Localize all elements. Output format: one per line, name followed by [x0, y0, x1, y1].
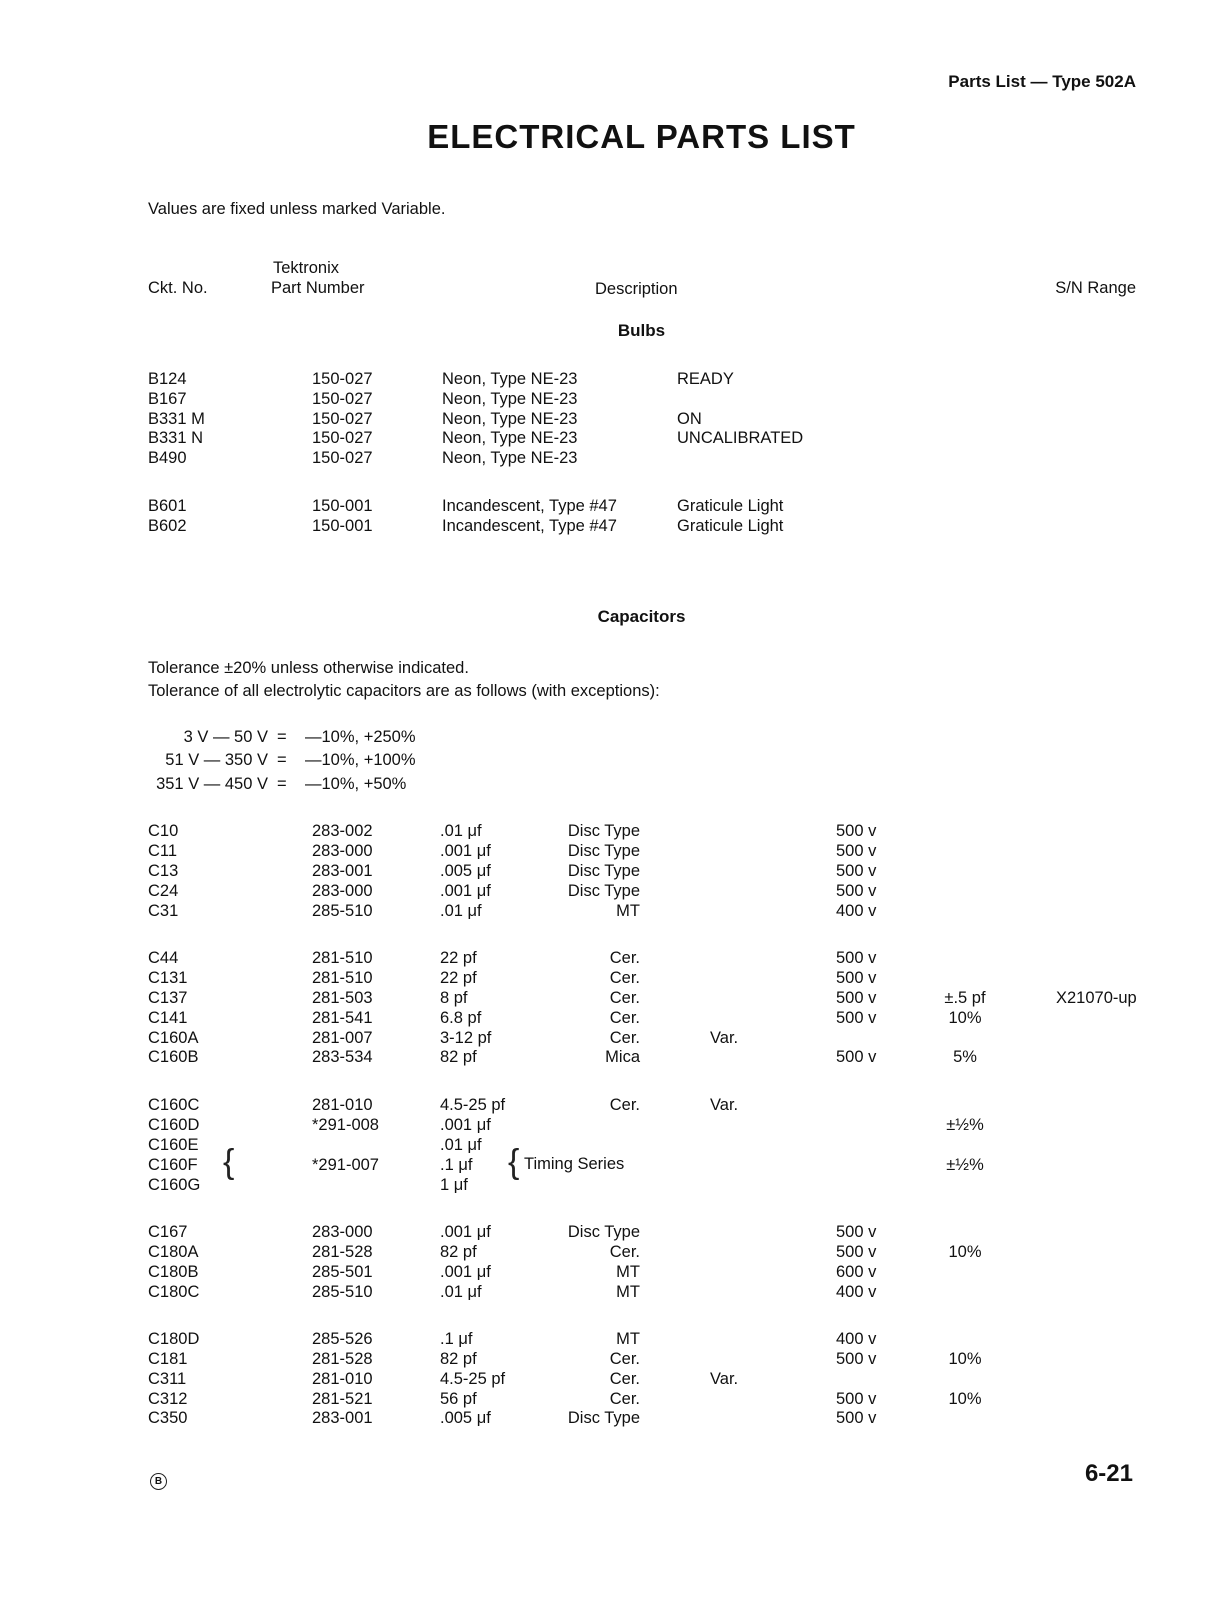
- tolerance: 10%: [948, 1350, 982, 1368]
- part-number: 281-010: [312, 1370, 373, 1388]
- part-number: 281-007: [312, 1029, 373, 1047]
- part-number: 285-501: [312, 1263, 373, 1281]
- col-header-part-line2: Part Number: [271, 279, 365, 297]
- values-note: Values are fixed unless marked Variable.: [148, 200, 446, 218]
- part-number: 150-027: [312, 449, 373, 467]
- voltage-rating: 500 v: [836, 969, 877, 987]
- table-row: [0, 369, 1208, 389]
- description: Neon, Type NE-23: [442, 410, 578, 428]
- table-row: [0, 389, 1208, 409]
- ckt-no: C160D: [148, 1116, 200, 1134]
- table-row: [0, 750, 1208, 770]
- part-number: 150-001: [312, 517, 373, 535]
- table-row: [0, 1222, 1208, 1242]
- value: .001 μf: [440, 1223, 491, 1241]
- ckt-no: C11: [148, 842, 178, 860]
- part-number: 281-528: [312, 1350, 373, 1368]
- voltage-rating: 500 v: [836, 882, 877, 900]
- tolerance-value: —10%, +250%: [305, 728, 416, 746]
- table-row: [0, 1408, 1208, 1428]
- table-row: [0, 1115, 1208, 1135]
- value: .001 μf: [440, 1263, 491, 1281]
- cap-type: Cer.: [609, 1370, 640, 1388]
- value: .001 μf: [440, 1116, 491, 1134]
- cap-type: Disc Type: [567, 1409, 640, 1427]
- ckt-no: C180B: [148, 1263, 199, 1281]
- value: 22 pf: [440, 969, 477, 987]
- part-number: 150-027: [312, 410, 373, 428]
- value: 82 pf: [440, 1243, 477, 1261]
- value: .1 μf: [440, 1330, 473, 1348]
- table-row: [0, 1262, 1208, 1282]
- value: 56 pf: [440, 1390, 477, 1408]
- ckt-no: B601: [148, 497, 187, 515]
- equals-sign: =: [277, 751, 287, 769]
- description: Incandescent, Type #47: [442, 517, 617, 535]
- table-row: [0, 948, 1208, 968]
- value: 1 μf: [440, 1176, 468, 1194]
- value: .01 μf: [440, 1283, 482, 1301]
- table-row: [0, 1175, 1208, 1195]
- value: .005 μf: [440, 862, 491, 880]
- part-number: 283-000: [312, 842, 373, 860]
- function: UNCALIBRATED: [677, 429, 804, 447]
- part-number: 281-521: [312, 1390, 373, 1408]
- ckt-no: C141: [148, 1009, 188, 1027]
- voltage-rating: 500 v: [836, 949, 877, 967]
- part-number: *291-007: [312, 1156, 379, 1174]
- part-number: 281-528: [312, 1243, 373, 1261]
- cap-type: Cer.: [609, 969, 640, 987]
- equals-sign: =: [277, 775, 287, 793]
- part-number: *291-008: [312, 1116, 379, 1134]
- ckt-no: B331 N: [148, 429, 204, 447]
- cap-type: Disc Type: [567, 862, 640, 880]
- col-header-ckt: Ckt. No.: [148, 279, 208, 297]
- table-row: [0, 428, 1208, 448]
- ckt-no: C160C: [148, 1096, 200, 1114]
- value: 8 pf: [440, 989, 468, 1007]
- table-row: [0, 861, 1208, 881]
- voltage-rating: 600 v: [836, 1263, 877, 1281]
- voltage-rating: 500 v: [836, 862, 877, 880]
- table-row: [0, 1135, 1208, 1155]
- value: .1 μf: [440, 1156, 473, 1174]
- table-row: [0, 1329, 1208, 1349]
- tolerance-note-1: Tolerance ±20% unless otherwise indicated.: [148, 659, 469, 677]
- voltage-rating: 400 v: [836, 902, 877, 920]
- ckt-no: B602: [148, 517, 187, 535]
- part-number: 150-027: [312, 429, 373, 447]
- section-heading-bulbs: Bulbs: [617, 321, 666, 340]
- part-number: 281-503: [312, 989, 373, 1007]
- description: Neon, Type NE-23: [442, 370, 578, 388]
- tolerance: 10%: [948, 1243, 982, 1261]
- value: 4.5-25 pf: [440, 1370, 506, 1388]
- description: Incandescent, Type #47: [442, 497, 617, 515]
- description: Neon, Type NE-23: [442, 429, 578, 447]
- page-title: ELECTRICAL PARTS LIST: [427, 118, 856, 155]
- ckt-no: C312: [148, 1390, 188, 1408]
- value: .01 μf: [440, 1136, 482, 1154]
- cap-type: MT: [616, 1263, 640, 1281]
- voltage-rating: 500 v: [836, 1350, 877, 1368]
- cap-type: Cer.: [609, 1350, 640, 1368]
- table-row: [0, 1282, 1208, 1302]
- cap-type: MT: [616, 1330, 640, 1348]
- part-number: 283-001: [312, 862, 373, 880]
- table-row: [0, 496, 1208, 516]
- part-number: 150-027: [312, 390, 373, 408]
- ckt-no: C350: [148, 1409, 188, 1427]
- table-row: [0, 727, 1208, 747]
- ckt-no: C137: [148, 989, 188, 1007]
- table-row: [0, 901, 1208, 921]
- col-header-sn-range: S/N Range: [1055, 279, 1136, 297]
- table-row: [0, 1008, 1208, 1028]
- ckt-no: C24: [148, 882, 179, 900]
- part-number: 281-541: [312, 1009, 373, 1027]
- part-number: 281-010: [312, 1096, 373, 1114]
- voltage-rating: 400 v: [836, 1330, 877, 1348]
- ckt-no: C180A: [148, 1243, 199, 1261]
- ckt-no: C31: [148, 902, 179, 920]
- voltage-rating: 500 v: [836, 1409, 877, 1427]
- ckt-no: B331 M: [148, 410, 205, 428]
- left-brace: {: [223, 1143, 235, 1181]
- table-row: [0, 881, 1208, 901]
- ckt-no: B124: [148, 370, 187, 388]
- table-row: [0, 774, 1208, 794]
- value: 6.8 pf: [440, 1009, 482, 1027]
- tolerance: 10%: [948, 1390, 982, 1408]
- tolerance-value: —10%, +100%: [305, 751, 416, 769]
- voltage-range: 351 V — 450 V: [156, 775, 268, 793]
- ckt-no: C160A: [148, 1029, 199, 1047]
- table-row: [0, 1349, 1208, 1369]
- ckt-no: C167: [148, 1223, 188, 1241]
- variable-mark: Var.: [710, 1029, 739, 1047]
- sn-range: X21070-up: [1056, 989, 1137, 1007]
- value: .01 μf: [440, 902, 482, 920]
- ckt-no: C180C: [148, 1283, 200, 1301]
- table-row: [0, 1389, 1208, 1409]
- variable-mark: Var.: [710, 1096, 739, 1114]
- voltage-range: 51 V — 350 V: [165, 751, 268, 769]
- voltage-rating: 500 v: [836, 1048, 877, 1066]
- table-row: [0, 988, 1208, 1008]
- timing-series-label: Timing Series: [524, 1155, 625, 1173]
- tolerance: 5%: [953, 1048, 977, 1066]
- ckt-no: B490: [148, 449, 187, 467]
- value: .005 μf: [440, 1409, 491, 1427]
- part-number: 285-526: [312, 1330, 373, 1348]
- part-number: 283-534: [312, 1048, 373, 1066]
- ckt-no: C131: [148, 969, 188, 987]
- ckt-no: C10: [148, 822, 179, 840]
- voltage-rating: 500 v: [836, 1223, 877, 1241]
- cap-type: Cer.: [609, 989, 640, 1007]
- ckt-no: B167: [148, 390, 187, 408]
- ckt-no: C160G: [148, 1176, 201, 1194]
- variable-mark: Var.: [710, 1370, 739, 1388]
- part-number: 150-001: [312, 497, 373, 515]
- cap-type: Cer.: [609, 1243, 640, 1261]
- tolerance: 10%: [948, 1009, 982, 1027]
- cap-type: Cer.: [609, 1029, 640, 1047]
- cap-type: MT: [616, 902, 640, 920]
- voltage-rating: 500 v: [836, 842, 877, 860]
- part-number: 283-000: [312, 1223, 373, 1241]
- ckt-no: C160F: [148, 1156, 198, 1174]
- voltage-rating: 400 v: [836, 1283, 877, 1301]
- function: ON: [677, 410, 702, 428]
- part-number: 285-510: [312, 1283, 373, 1301]
- voltage-rating: 500 v: [836, 1390, 877, 1408]
- cap-type: Disc Type: [567, 822, 640, 840]
- cap-type: Cer.: [609, 1390, 640, 1408]
- cap-type: Disc Type: [567, 1223, 640, 1241]
- table-row: [0, 516, 1208, 536]
- part-number: 281-510: [312, 949, 373, 967]
- ckt-no: C181: [148, 1350, 188, 1368]
- value: 22 pf: [440, 949, 477, 967]
- voltage-rating: 500 v: [836, 1243, 877, 1261]
- cap-type: Cer.: [609, 949, 640, 967]
- table-row: [0, 1095, 1208, 1115]
- function: Graticule Light: [677, 497, 784, 515]
- table-row: [0, 1242, 1208, 1262]
- table-row: [0, 1369, 1208, 1389]
- voltage-range: 3 V — 50 V: [183, 728, 268, 746]
- value: .001 μf: [440, 882, 491, 900]
- value: 82 pf: [440, 1048, 477, 1066]
- page-number: 6-21: [1084, 1460, 1133, 1487]
- ckt-no: C13: [148, 862, 179, 880]
- cap-type: Cer.: [609, 1009, 640, 1027]
- table-row: [0, 409, 1208, 429]
- cap-type: Cer.: [609, 1096, 640, 1114]
- revision-mark: B: [150, 1473, 167, 1490]
- ckt-no: C180D: [148, 1330, 200, 1348]
- cap-type: Mica: [605, 1048, 640, 1066]
- part-number: 285-510: [312, 902, 373, 920]
- table-row: [0, 1028, 1208, 1048]
- value: 4.5-25 pf: [440, 1096, 506, 1114]
- voltage-rating: 500 v: [836, 822, 877, 840]
- voltage-rating: 500 v: [836, 1009, 877, 1027]
- value: 3-12 pf: [440, 1029, 492, 1047]
- description: Neon, Type NE-23: [442, 449, 578, 467]
- table-row: [0, 841, 1208, 861]
- ckt-no: C160B: [148, 1048, 199, 1066]
- tolerance-note-2: Tolerance of all electrolytic capacitors are as follows (with exceptions):: [148, 682, 660, 700]
- right-brace: {: [508, 1143, 520, 1181]
- part-number: 150-027: [312, 370, 373, 388]
- section-heading-capacitors: Capacitors: [597, 607, 686, 626]
- function: READY: [677, 370, 734, 388]
- table-row: [0, 448, 1208, 468]
- table-row: [0, 968, 1208, 988]
- table-row: [0, 821, 1208, 841]
- description: Neon, Type NE-23: [442, 390, 578, 408]
- ckt-no: C160E: [148, 1136, 199, 1154]
- tolerance-value: —10%, +50%: [305, 775, 407, 793]
- value: .001 μf: [440, 842, 491, 860]
- col-header-description: Description: [595, 280, 678, 298]
- tolerance: ±½%: [946, 1156, 984, 1174]
- part-number: 281-510: [312, 969, 373, 987]
- tolerance: ±.5 pf: [944, 989, 986, 1007]
- part-number: 283-002: [312, 822, 373, 840]
- col-header-part-line1: Tektronix: [273, 259, 340, 277]
- cap-type: Disc Type: [567, 882, 640, 900]
- value: .01 μf: [440, 822, 482, 840]
- part-number: 283-001: [312, 1409, 373, 1427]
- ckt-no: C311: [148, 1370, 187, 1388]
- cap-type: MT: [616, 1283, 640, 1301]
- running-header: Parts List — Type 502A: [948, 72, 1136, 91]
- ckt-no: C44: [148, 949, 179, 967]
- part-number: 283-000: [312, 882, 373, 900]
- function: Graticule Light: [677, 517, 784, 535]
- tolerance: ±½%: [946, 1116, 984, 1134]
- value: 82 pf: [440, 1350, 477, 1368]
- cap-type: Disc Type: [567, 842, 640, 860]
- voltage-rating: 500 v: [836, 989, 877, 1007]
- equals-sign: =: [277, 728, 287, 746]
- table-row: [0, 1047, 1208, 1067]
